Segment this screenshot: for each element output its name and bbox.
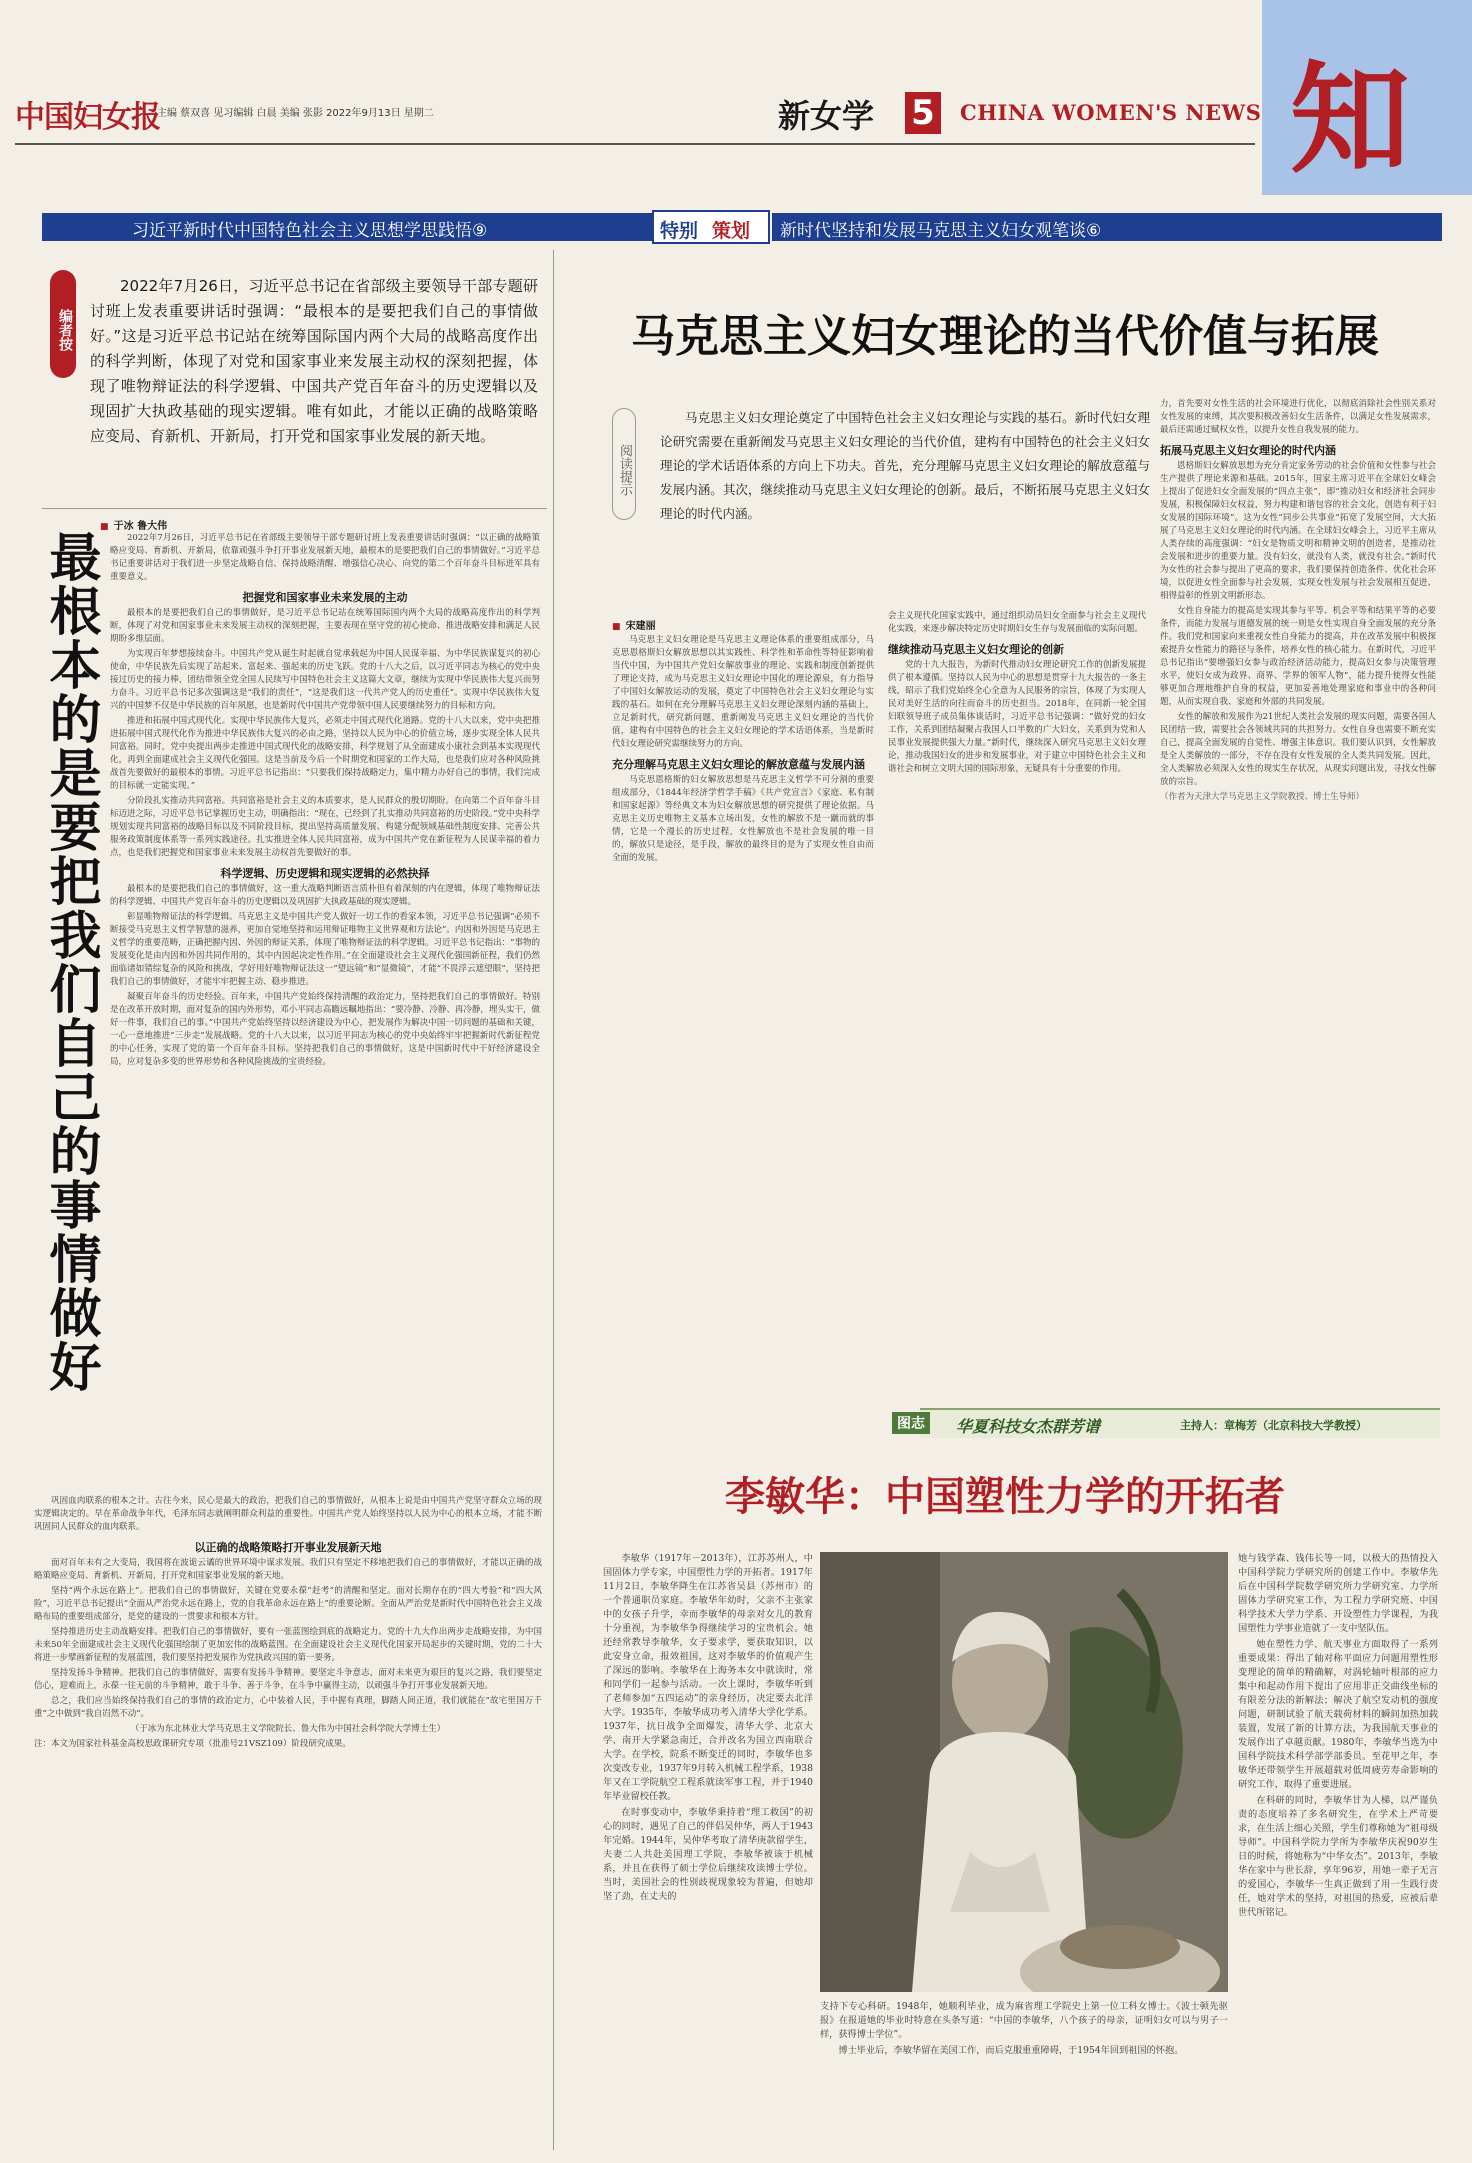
main-c2b: 党的十九大报告，为新时代推动妇女理论研究工作的创新发展提供了根本遵循。坚持以人民为中心的思想是贯穿十九大报告的一条主线，昭示了我们党始终全心全意为人民服务的宗旨，体现了为实现人民对美好生活的向往而奋斗的历史担当。2018年，在同新一轮全国妇联领导班子成员集体谈话时，习近平总书记强调：“做好党的妇女工作，关系到团结凝聚占我国人口半数的广大妇女，关系到为党和人民事业发展提供强大力量。”新时代，继续深入研究马克思主义妇女理论，推动我国妇女的进步和发展事业，对于建立中国特色社会主义和谐社会和树立文明大国的国际形象，无疑具有十分重要的作用。 <box>888 660 1146 774</box>
reading-tip-label <box>612 408 636 520</box>
left-author-note: （于冰为东北林业大学马克思主义学院院长、鲁大伟为中国社会科学院大学博士生） <box>130 1724 446 1734</box>
masthead <box>0 0 1472 200</box>
byline-marker: ■ <box>100 522 109 532</box>
left-para-2: 为实现百年梦想接续奋斗。中国共产党从诞生时起就自觉承载起为中国人民谋幸福、为中华民族谋复兴的初心使命，中华民族先后实现了站起来、富起来、强起来的历史飞跃。党的十八大之后，以习近平同志为核心的党中央接过历史的接力棒，团结带领全党全国人民续写中国特色社会主义这篇大文章，继续为实现中华民族伟大复兴而努力奋斗。习近平总书记多次强调这是“我们的责任”，“这是我们这一代共产党人的历史重任”。实现中华民族伟大复兴的中国梦不仅是中华民族的百年夙愿，也是新时代中国共产党带领中国人民要继续努力的目标和方向。 <box>110 649 540 711</box>
feature-text-3b: 她在塑性力学、航天事业方面取得了一系列重要成果：得出了轴对称平面应力问题用塑性形变理论的简单的精确解，对涡轮轴叶根部的应力集中和起动作用下提出了应用非正交曲线坐标的有限差分法的新解法；解决了航空发动机的强度问题，研制试验了航天载荷材料的瞬间加热加载装置，发展了新的计算方法，为我国航天事业的发展作出了卓越贡献。1980年，李敏华当选为中国科学院技术科学部学部委员。至花甲之年，李敏华还带领学生开展超载对低周疲劳寿命影响的研究工作，取得了重要进展。 <box>1238 1639 1438 1790</box>
masthead-credits: 主编 蔡双喜 见习编辑 白晨 美编 张影 2022年9月13日 星期二 <box>157 108 434 119</box>
editor-note-text: 2022年7月26日，习近平总书记在省部级主要领导干部专题研讨班上发表重要讲话时强调：“最根本的是要把我们自己的事情做好。”这是习近平总书记站在统筹国际国内两个大局的战略高度作出的科学判断，体现了对党和国家事业来发展主动权的深刻把握，体现了唯物辩证法的科学逻辑、中国共产党百年奋斗的历史逻辑以及现固扩大执政基础的现实逻辑。唯有如此，才能以正确的战略策略应变局、育新机、开新局，打开党和国家事业发展的新天地。 <box>90 277 538 445</box>
editor-note-label <box>50 270 76 378</box>
feature-text-3c: 在科研的同时，李敏华甘为人梯，以严谨负责的态度培养了多名研究生，在学术上严苛要求，在生活上细心关照，学生们尊称她为“祖母级导师”。中国科学院力学所为李敏华庆祝90岁生日的时候，将她称为“中华女杰”。2013年，李敏华在家中与世长辞，享年96岁，用她一辈子无言的爱国心，李敏华一生真正做到了用一生践行责任，她对学术的坚持，对祖国的热爱，应被后辈世代所铭记。 <box>1238 1795 1438 1918</box>
left-para-11: 坚持推进历史主动战略安排。把我们自己的事情做好，要有一张蓝图绘到底的战略定力。党的十九大作出两步走战略安排，为中国未来50年全面建成社会主义现代化强国绘制了更加宏伟的战略蓝图。在全面建设社会主义现代化国家开局起步的关键时期，党的二十大将进一步擘画新征程的发展蓝图，我们要坚持把发展作为党执政兴国的第一要务。 <box>34 1627 542 1663</box>
main-c3: 力，首先要对女性生活的社会环境进行优化，以彻底消除社会性别关系对女性发展的束缚，其次要积极改善妇女生活条件，以满足女性发展需求，最后还需通过赋权女性，以提升女性自我发展的能力。 <box>1160 399 1436 435</box>
left-heading-3: 以正确的战略策略打开事业发展新天地 <box>194 1541 382 1554</box>
left-para-12: 坚持发扬斗争精神。把我们自己的事情做好，需要有发扬斗争精神。要坚定斗争意志，面对未来更为艰巨的复兴之路，我们要坚定信心，迎难而上，永葆一往无前的斗争精神，敢于斗争、善于斗争，在斗争中赢得主动，以顽强斗争打开事业发展新天地。 <box>34 1668 542 1691</box>
left-para-9: 面对百年未有之大变局，我国将在波诡云谲的世界环境中谋求发展。我们只有坚定不移地把我们自己的事情做好，才能以正确的战略策略应变局、育新机、开新局，打开党和国家事业发展的新天地。 <box>34 1558 542 1581</box>
main-heading-1: 充分理解马克思主义妇女理论的解放意蕴与发展内涵 <box>612 758 865 771</box>
left-fund-note: 注：本文为国家社科基金高校思政课研究专项（批准号21VSZ109）阶段研究成果。 <box>34 1739 351 1749</box>
editor-note-label-text: 编者按 <box>57 309 73 351</box>
main-byline-marker: ■ <box>612 622 621 632</box>
feature-banner <box>897 1408 1440 1438</box>
feature-text-2: 支持下专心科研。1948年，她顺利毕业，成为麻省理工学院史上第一位工科女博士。《波士顿先驱报》在报道她的毕业时特意在头条写道：“中国的李敏华，八个孩子的母亲，证明妇女可以与男子一样，获得博士学位”。 <box>820 2001 1228 2040</box>
section-title: 新女学 <box>778 97 875 135</box>
left-heading-1: 把握党和国家事业未来发展的主动 <box>242 591 408 604</box>
main-byline-text: 宋建丽 <box>625 621 656 632</box>
left-byline-text: 于冰 鲁大伟 <box>113 521 168 532</box>
feature-text-2b: 博士毕业后，李敏华留在美国工作，而后克服重重障碍，于1954年回到祖国的怀抱。 <box>838 2045 1184 2056</box>
feature-text-1: 李敏华（1917年－2013年），江苏苏州人，中国固体力学专家，中国塑性力学的开拓者。1917年11月2日，李敏华降生在江苏省吴县（苏州市）的一个普通职员家庭。李敏华年幼时，父亲不主张家中的女孩子升学，幸而李敏华的母亲对女儿的教育十分重视，为李敏华争得继续学习的宝贵机会。她还经常教导李敏华，女子要求学，要获取知识，以此安身立命，报效祖国，这对李敏华的价值观产生了深远的影响。李敏华在上海务本女中就读时，常和同学们一起参与活动。一次上课时，李敏华听到了老师参加“五四运动”的亲身经历，决定要去北洋大学。1935年，李敏华成功考入清华大学化学系。1937年，抗日战争全面爆发，清华大学、北京大学、南开大学紧急南迁，合并改名为国立西南联合大学。在学校，院系不断变迁的同时，李敏华也多次变改专业，1937年9月转入机械工程学系，1938年又在工学院航空工程系就读军事工程，并于1940年毕业留校任教。 <box>603 1553 813 1802</box>
left-heading-2: 科学逻辑、历史逻辑和现实逻辑的必然抉择 <box>220 867 430 880</box>
main-col-3 <box>1160 398 1436 1400</box>
main-article-title: 马克思主义妇女理论的当代价值与拓展 <box>631 311 1379 362</box>
main-c3d: 女性的解放和发展作为21世纪人类社会发展的现实问题，需要各国人民团结一致，需要社会各领域共同的共担努力。女性自身也需要不断充实自己，提高全面发展的自觉性、增强主体意识。我们要认识到，女性解放是全人类解放的一部分，不存在没有女性发展的全人类共同发展。因此，全人类解放必须深入女性的现实生存状况，从现实问题出发，寻找女性解放的宗旨。 <box>1160 712 1436 787</box>
main-heading-3: 拓展马克思主义妇女理论的时代内涵 <box>1160 444 1336 457</box>
series-title-left: 习近平新时代中国特色社会主义思想学思践悟⑨ <box>132 221 488 241</box>
left-article-byline <box>100 514 167 533</box>
main-c1b: 马克思恩格斯的妇女解放思想是马克思主义哲学不可分割的重要组成部分，《1844年经济学哲学手稿》《共产党宣言》《家庭、私有制和国家起源》等经典文本为妇女解放思想的研究提供了理论依据。马克思主义历史唯物主义基本立场出发，女性的解放不是一蹴而就的事情，它是一个漫长的历史过程，女性解放也不是社会发展的唯一目的，解放只是途径，是手段，解放的最终目的是为了实现女性自由而全面的发展。 <box>612 775 874 863</box>
editor-note-divider <box>42 508 547 509</box>
reading-tip-label-text: 阅读提示 <box>617 444 632 496</box>
left-para-4: 分阶段扎实推动共同富裕。共同富裕是社会主义的本质要求，是人民群众的殷切期盼。在向第二个百年奋斗目标迈进之际，习近平总书记掌握历史主动，明确指出：“现在，已经到了扎实推动共同富裕的历史阶段。”党中央科学规划实现共同富裕的战略目标以及不同阶段目标，提出坚持高质量发展、构建分配领域基础性制度安排、完善公共服务政策制度体系等一系列实践途径。扎实推进全体人民共同富裕，成为中国共产党在新征程为人民谋幸福的着力点，也是我们把握党和国家事业未来发展主动权首先要做好的事。 <box>110 796 540 858</box>
page-number: 5 <box>911 93 935 133</box>
english-title: CHINA WOMEN'S NEWS <box>960 100 1262 125</box>
feature-column: 华夏科技女杰群芳谱 <box>956 1417 1101 1436</box>
main-col-1 <box>612 634 874 1399</box>
masthead-rule <box>15 143 1255 145</box>
feature-col-3 <box>1238 1552 1438 2152</box>
portrait-illustration <box>820 1552 1228 1992</box>
main-c3b: 恩格斯妇女解放思想为充分肯定家务劳动的社会价值和女性参与社会生产提供了理论来源和基础。2015年，国家主席习近平在全球妇女峰会上提出了促进妇女全面发展的“四点主张”，即“推动妇女和经济社会同步发展，积极保障妇女权益，努力构建和谐包容的社会文化，创造有利于妇女发展的国际环境”。这为女性“同步公共事业”拓宽了发展空间，大大拓展了马克思主义妇女理论的时代内涵。在全球妇女峰会上，习近平主席从人类存续的高度强调：“妇女是物质文明和精神文明的创造者，是推动社会发展和进步的重要力量。没有妇女，就没有人类，就没有社会。”新时代为女性的社会参与提出了更高的要求，我们要保持创造条件、优化社会环境，以促进女性全面参与社会发展，实现女性发展与社会发展相互促进、相得益彰的性别文明新形态。 <box>1160 461 1436 601</box>
feature-col-2 <box>820 2000 1228 2155</box>
feature-title: 李敏华：中国塑性力学的开拓者 <box>725 1473 1285 1520</box>
left-para-1: 最根本的是要把我们自己的事情做好，是习近平总书记站在统筹国际国内两个大局的战略高度作出的科学判断，体现了对党和国家事业未来发展主动权的深刻把握，主要表现在坚守党的初心使命、推进战略安排和满足人民期盼多维层面。 <box>110 608 540 644</box>
main-article-byline <box>612 614 656 633</box>
left-article-title: 最根本的是要把我们自己的事情做好 <box>40 530 100 1394</box>
left-para-8: 巩固血肉联系的根本之计。古往今来，民心是最大的政治，把我们自己的事情做好，从根本上说是由中国共产党坚守群众立场的现实逻辑决定的。早在革命战争年代，毛泽东同志就阐明群众利益的重要性。中国共产党人始终坚持以人民为中心的根本立场，才能不断巩固同人民群众的血肉联系。 <box>34 1496 542 1532</box>
main-heading-2: 继续推动马克思主义妇女理论的创新 <box>888 643 1064 656</box>
zhi-block <box>1262 0 1472 195</box>
left-para-3: 推进和拓展中国式现代化。实现中华民族伟大复兴，必须走中国式现代化道路。党的十八大以来，党中央把推进拓展中国式现代化作为推进中华民族伟大复兴的必由之路，坚持以人民为中心的价值立场，逐步实现全体人民共同富裕。同时，党中央提出两步走推进中国式现代化的战略安排，科学规划了从全面建成小康社会到基本实现现代化，再到全面建成社会主义现代化强国。这是当前及今后一个时期党和国家的工作大局，也是我们应对各种风险挑战首先要做好的最根本的事情。习近平总书记指出：“只要我们保持战略定力，集中精力办好自己的事情，我们完成的目标就一定能实现。” <box>110 716 540 791</box>
special-tag-b: 策划 <box>712 220 751 242</box>
newspaper-logo: 中国妇女报 <box>15 100 160 135</box>
left-para-5: 最根本的是要把我们自己的事情做好，这一重大战略判断语言质朴但有着深刻的内在逻辑，体现了唯物辩证法的科学逻辑、中国共产党百年奋斗的历史逻辑以及巩固扩大执政基础的现实逻辑。 <box>110 884 540 907</box>
left-article-col-upper <box>110 532 540 1492</box>
page-number-badge <box>905 92 941 134</box>
reading-tip-text: 马克思主义妇女理论奠定了中国特色社会主义妇女理论与实践的基石。新时代妇女理论研究需要在重新阐发马克思主义妇女理论的当代价值，建构有中国特色的社会主义妇女理论的学术话语体系的方向上下功夫。首先，充分理解马克思主义妇女理论的解放意蕴与发展内涵。其次，继续推动马克思主义妇女理论的创新。最后，不断拓展马克思主义妇女理论的时代内涵。 <box>660 410 1150 521</box>
special-tag <box>652 210 770 244</box>
main-c3c: 女性自身能力的提高是实现其参与平等、机会平等和结果平等的必要条件，而能力发展与道德发展的统一则是女性实现自身全面发展的充分条件。我们党和国家向来重视女性自身能力的提高，并在改革发展中积极探索提升女性能力的路径与条件，培养女性的核心能力。在新时代，习近平总书记指出“要增强妇女参与政治经济活动能力，提高妇女参与决策管理水平，使妇女成为政界、商界、学界的领军人物”，能力提升使得女性能够更加合理地维护自身的权益，更加妥善地处理家庭和事业中的各种问题，从而实现自我、家庭和外部的共同发展。 <box>1160 606 1436 707</box>
series-banner-left <box>42 213 652 241</box>
main-c2: 会主义现代化国家实践中，通过组织动员妇女全面参与社会主义现代化实践，来逐步解决特定历史时期妇女生存与发展面临的实际问题。 <box>888 611 1146 634</box>
feature-col-1 <box>603 1552 813 2152</box>
zhi-character: 知 <box>1290 49 1410 190</box>
left-lead: 2022年7月26日，习近平总书记在省部级主要领导干部专题研讨班上发表重要讲话时强调：“以正确的战略策略应变局、育新机、开新局，依靠顽强斗争打开事业发展新天地，最根本的是要把我们自己的事情做好。”习近平总书记重要讲话对于我们进一步坚定战略自信、保持战略清醒、增强信心决心、向党的第二个百年奋斗目标进军具有重要意义。 <box>110 533 540 582</box>
series-title-right: 新时代坚持和发展马克思主义妇女观笔谈⑥ <box>780 221 1102 241</box>
vertical-divider <box>553 250 554 2150</box>
main-col-2 <box>888 610 1146 1400</box>
feature-text-3: 她与钱学森、钱伟长等一同，以极大的热情投入中国科学院力学研究所的创建工作中。李敏华先后在中国科学院数学研究所力学研究室、力学所固体力学研究室工作，为工程力学研究班、中国科学技术大学力学系、开设塑性力学课程，为我国塑性力学事业造就了一支中坚队伍。 <box>1238 1553 1438 1634</box>
series-banner-right <box>772 213 1442 241</box>
feature-host: 主持人：章梅芳（北京科技大学教授） <box>1180 1419 1367 1432</box>
special-tag-a: 特别 <box>660 220 699 242</box>
portrait-photo <box>820 1552 1228 1992</box>
feature-tag: 图志 <box>892 1412 930 1434</box>
main-c1: 马克思主义妇女理论是马克思主义理论体系的重要组成部分，马克思恩格斯妇女解放思想以其实践性、科学性和革命性等特征影响着当代中国，为中国共产党妇女解放事业的理论、实践和制度创新提供了理论支持，成为马克思主义妇女理论中国化的理论源泉，有力指导了中国妇女解放运动的发展，奠定了中国特色社会主义妇女理论与实践的基石。如何在充分理解马克思主义妇女理论深刻内涵的基础上，立足新时代，研究新问题，重新阐发马克思主义妇女理论的当代价值，建构有中国特色的社会主义妇女理论的学术话语体系，当是新时代妇女理论研究需继续努力的方向。 <box>612 635 874 749</box>
left-article-col-lower <box>34 1495 542 2150</box>
left-para-13: 总之，我们应当始终保持我们自己的事情的政治定力，心中装着人民，手中握有真理，脚踏人间正道，我们就能在“故宅里国万千重”之中做到“我自岿然不动”。 <box>34 1696 542 1719</box>
left-para-6: 彰显唯物辩证法的科学逻辑。马克思主义是中国共产党人做好一切工作的看家本领，习近平总书记强调“必须不断接受马克思主义哲学智慧的滋养，更加自觉地坚持和运用辩证唯物主义世界观和方法论”。内因和外因是马克思主义哲学的重要范畴，正确把握内因、外因的辩证关系，体现了唯物辩证法的科学逻辑。习近平总书记指出：“事物的发展变化是由内因和外因共同作用的，其中内因起决定性作用。”在全面建设社会主义现代化强国新征程，我们仍然面临诸如错综复杂的风险和挑战，学好用好唯物辩证法这一“望远镜”和“显微镜”，才能“不畏浮云遮望眼”，坚持把我们自己的事情做好，才能牢牢把握主动、稳步推进。 <box>110 912 540 987</box>
feature-text-1b: 在时事变动中，李敏华秉持着“理工救国”的初心的同时，遇见了自己的伴侣吴仲华，两人于1943年完婚。1944年，吴仲华考取了清华庚款留学生，夫妻二人共赴美国理工学院，李敏华被该于机械系，并且在获得了硕士学位后继续攻读博士学位。当时，美国社会的性别歧视现象较为普遍，但她却坚了劲，在丈夫的 <box>603 1807 813 1902</box>
left-para-10: 坚持“两个永远在路上”。把我们自己的事情做好，关键在党要永葆“赶考”的清醒和坚定。面对长期存在的“四大考验”和“四大风险”，习近平总书记提出“全面从严治党永远在路上，党的自我革命永远在路上”的重要论断。全面从严治党是新时代中国特色社会主义战略布局的重要组成部分，是党的建设的一贯要求和根本方针。 <box>34 1586 542 1622</box>
left-para-7: 凝聚百年奋斗的历史经验。百年来，中国共产党始终保持清醒的政治定力，坚持把我们自己的事情做好。特别是在改革开放时期，面对复杂的国内外形势，邓小平同志高瞻远瞩地指出：“要冷静、冷静、再冷静，埋头实干，做好一件事，我们自己的事。”中国共产党始终坚持以经济建设为中心，把发展作为解决中国一切问题的基础和关键，一心一意地推进“三步走”发展战略。党的十八大以来，以习近平同志为核心的党中央始终牢牢把握新时代新征程党的中心任务，实现了党的第一个百年奋斗目标。坚持把我们自己的事情做好，这是中国新时代中干好经济建设全局，应对复杂多变的世界形势和各种风险挑战的宝贵经验。 <box>110 992 540 1067</box>
main-author: （作者为天津大学马克思主义学院教授、博士生导师） <box>1160 792 1365 802</box>
